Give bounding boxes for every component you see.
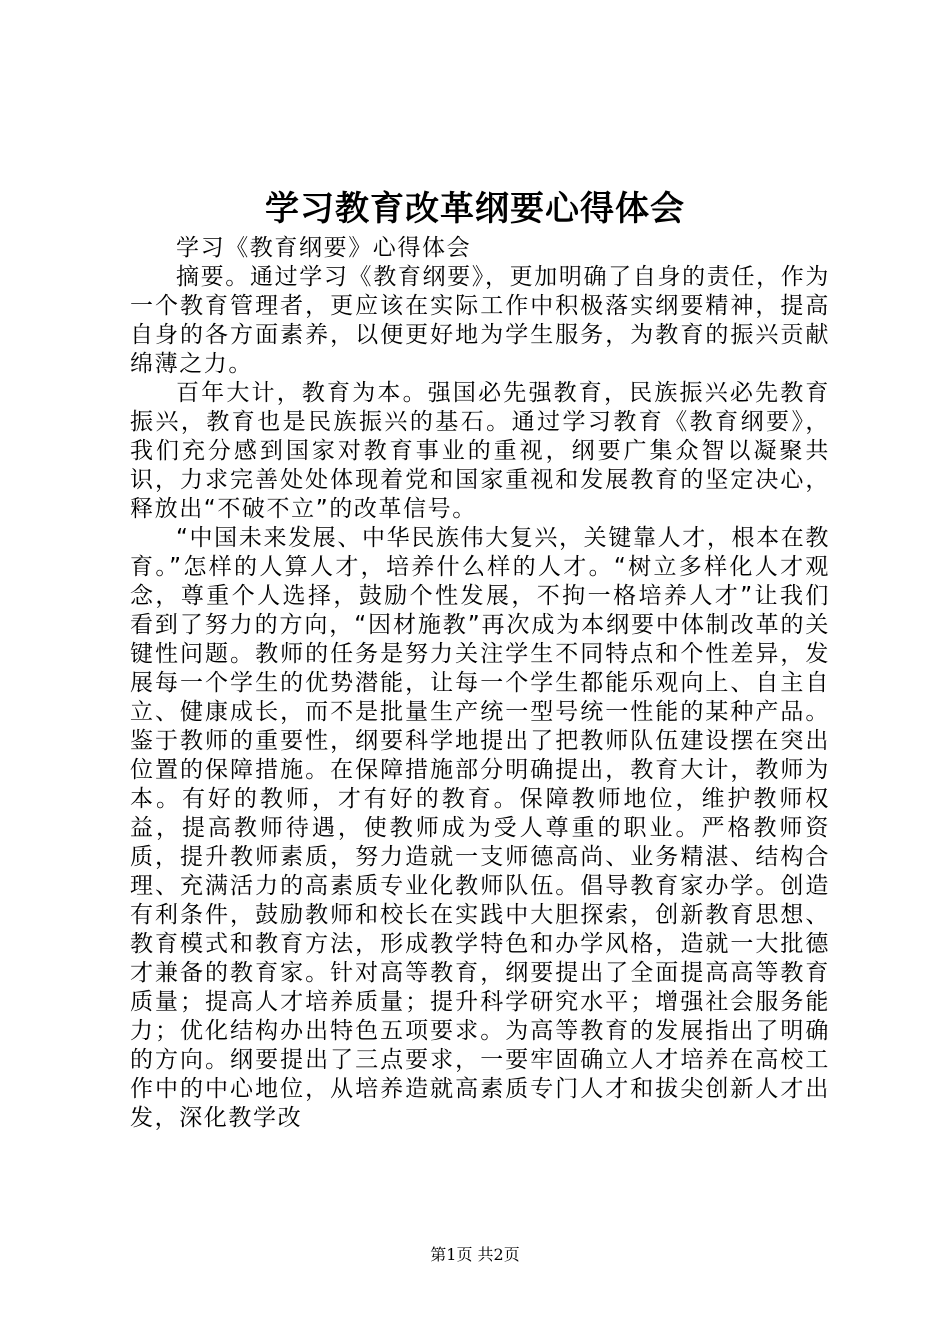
body-paragraph: “中国未来发展、中华民族伟大复兴，关键靠人才，根本在教育。”怎样的人算人才，培养什么样的人才。“树立多样化人才观念，尊重个人选择，鼓励个性发展，不拘一格培养人才”让我们看到了努力的方向，“因材施教”再次成为本纲要中体制改革的关键性问题。教师的任务是努力关注学生不同特点和个性差异，发展每一个学生的优势潜能，让每一个学生都能乐观向上、自主自立、健康成长，而不是批量生产统一型号统一性能的某种产品。鉴于教师的重要性，纲要科学地提出了把教师队伍建设摆在突出位置的保障措施。在保障措施部分明确提出，教育大计，教师为本。有好的教师，才有好的教育。保障教师地位，维护教师权益，提高教师待遇，使教师成为受人尊重的职业。严格教师资质，提升教师素质，努力造就一支师德高尚、业务精湛、结构合理、充满活力的高素质专业化教师队伍。倡导教育家办学。创造有利条件，鼓励教师和校长在实践中大胆探索，创新教育思想、教育模式和教育方法，形成教学特色和办学风格，造就一大批德才兼备的教育家。针对高等教育，纲要提出了全面提高高等教育质量；提高人才培养质量；提升科学研究水平；增强社会服务能力；优化结构办出特色五项要求。为高等教育的发展指出了明确的方向。纲要提出了三点要求，一要牢固确立人才培养在高校工作中的中心地位，从培养造就高素质专门人才和拔尖创新人才出发，深化教学改 bbox=[130, 525, 830, 1131]
document-title: 学习教育改革纲要心得体会 bbox=[265, 189, 685, 229]
subtitle-paragraph: 学习《教育纲要》心得体会 bbox=[176, 235, 472, 261]
abstract-paragraph: 摘要。通过学习《教育纲要》，更加明确了自身的责任，作为一个教育管理者，更应该在实际工作中积极落实纲要精神，提高自身的各方面素养，以便更好地为学生服务，为教育的振兴贡献绵薄之力。 bbox=[130, 264, 830, 377]
page-number-footer: 第1页 共2页 bbox=[430, 1245, 520, 1264]
body-paragraph: 百年大计，教育为本。强国必先强教育，民族振兴必先教育振兴，教育也是民族振兴的基石。通过学习教育《教育纲要》，我们充分感到国家对教育事业的重视，纲要广集众智以凝聚共识，力求完善处处体现着党和国家重视和发展教育的坚定决心，释放出“不破不立”的改革信号。 bbox=[130, 380, 830, 522]
document-body bbox=[130, 234, 830, 1133]
